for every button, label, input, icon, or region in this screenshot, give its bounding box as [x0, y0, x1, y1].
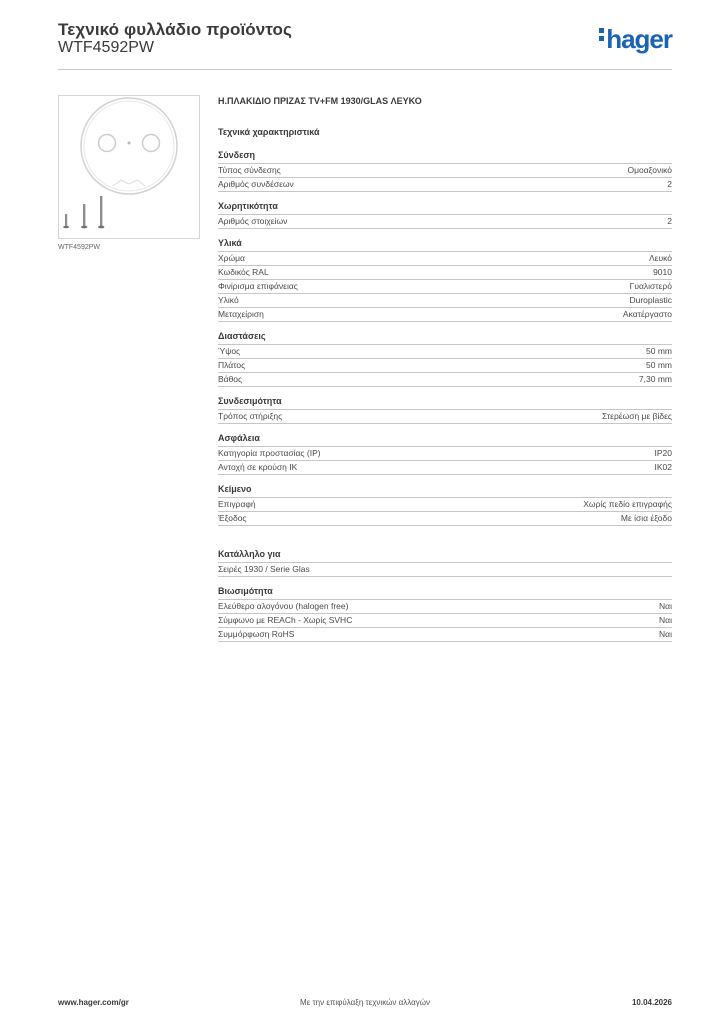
footer-url[interactable]: www.hager.com/gr: [58, 998, 129, 1007]
spec-label: Επιγραφή: [218, 499, 256, 509]
spec-label: Κωδικός RAL: [218, 267, 269, 277]
spec-label: Συμμόρφωση RoHS: [218, 629, 295, 639]
spec-value: Γυαλιστερό: [629, 281, 672, 291]
spec-value: Duroplastic: [629, 295, 672, 305]
group-title: Υλικά: [218, 238, 242, 248]
hager-logo: hager: [599, 26, 672, 52]
spec-label: Σειρές 1930 / Serie Glas: [218, 564, 310, 574]
spec-row: [218, 511, 672, 526]
spec-value: Ναι: [659, 601, 672, 611]
product-image: [58, 95, 200, 239]
spec-row: [218, 293, 672, 307]
spec-groups: [218, 150, 672, 526]
spec-value: Λευκό: [649, 253, 672, 263]
spec-row: [218, 497, 672, 511]
spec-row: [218, 460, 672, 475]
spec-label: Πλάτος: [218, 360, 246, 370]
suitable-for-section: [218, 549, 672, 577]
spec-row: [218, 372, 672, 387]
spec-row: [218, 265, 672, 279]
group-title: Χωρητικότητα: [218, 201, 278, 211]
footer-date: 10.04.2026: [631, 998, 672, 1007]
spec-row: [218, 613, 672, 627]
screw-icons: [63, 196, 104, 228]
spec-label: Αριθμός συνδέσεων: [218, 179, 294, 189]
spec-label: Τύπος σύνδεσης: [218, 165, 281, 175]
group-title: Κείμενο: [218, 484, 252, 494]
spec-value: Ναι: [659, 629, 672, 639]
page-footer: [58, 998, 672, 1010]
specs-title: Τεχνικά χαρακτηριστικά: [218, 127, 320, 137]
spec-row: [218, 562, 672, 577]
spec-label: Κατηγορία προστασίας (IP): [218, 448, 321, 458]
product-details: [218, 96, 672, 642]
group-title: Διαστάσεις: [218, 331, 266, 341]
spec-row: [218, 599, 672, 613]
spec-row: [218, 307, 672, 322]
group-title: Κατάλληλο για: [218, 549, 281, 559]
spec-value: 50 mm: [646, 346, 672, 356]
sustainability-section: [218, 586, 672, 642]
spec-label: Υλικό: [218, 295, 239, 305]
spec-value: Με ίσια έξοδο: [620, 513, 672, 523]
spec-row: [218, 163, 672, 177]
spec-label: Φινίρισμα επιφάνειας: [218, 281, 298, 291]
spec-label: Βάθος: [218, 374, 243, 384]
spec-value: 50 mm: [646, 360, 672, 370]
spec-row: [218, 358, 672, 372]
spec-group: [218, 433, 672, 475]
header-divider: [58, 69, 672, 70]
spec-group: [218, 396, 672, 424]
spec-row: [218, 251, 672, 265]
cover-plate-illustration: [59, 96, 199, 238]
spec-row: [218, 214, 672, 229]
spec-value: 2: [667, 216, 672, 226]
image-caption: WTF4592PW: [58, 244, 101, 251]
spec-label: Τρόπος στήριξης: [218, 411, 283, 421]
spec-row: [218, 446, 672, 460]
spec-row: [218, 627, 672, 642]
page-header: [58, 20, 672, 70]
group-title: Συνδεσιμότητα: [218, 396, 282, 406]
product-code: WTF4592PW: [58, 39, 155, 56]
spec-label: Ύψος: [218, 346, 241, 356]
spec-value: IK02: [654, 462, 672, 472]
spec-group: [218, 150, 672, 192]
group-title: Σύνδεση: [218, 150, 256, 160]
spec-value: Ομοαξονικό: [627, 165, 672, 175]
group-title: Βιωσιμότητα: [218, 586, 273, 596]
spec-label: Αριθμός στοιχείων: [218, 216, 288, 226]
spec-row: [218, 344, 672, 358]
document-title: Τεχνικό φυλλάδιο προϊόντος: [58, 20, 292, 39]
spec-value: 9010: [653, 267, 672, 277]
spec-group: [218, 331, 672, 387]
spec-row: [218, 177, 672, 192]
spec-group: [218, 238, 672, 322]
footer-note: Με την επιφύλαξη τεχνικών αλλαγών: [300, 998, 430, 1007]
product-name: Η.ΠΛΑΚΙΔΙΟ ΠΡΙΖΑΣ TV+FM 1930/GLAS ΛΕΥΚΟ: [218, 96, 422, 106]
group-title: Ασφάλεια: [218, 433, 260, 443]
spec-label: Έξοδος: [218, 513, 247, 523]
spec-row: [218, 279, 672, 293]
spec-value: 2: [667, 179, 672, 189]
spec-value: 7,30 mm: [638, 374, 672, 384]
spec-value: IP20: [654, 448, 672, 458]
spec-value: Στερέωση με βίδες: [601, 411, 672, 421]
spec-label: Αντοχή σε κρούση IK: [218, 462, 298, 472]
spec-group: [218, 484, 672, 526]
spec-value: Χωρίς πεδίο επιγραφής: [583, 499, 672, 509]
spec-label: Χρώμα: [218, 253, 245, 263]
spec-label: Σύμφωνο με REACh - Χωρίς SVHC: [218, 615, 353, 625]
spec-row: [218, 409, 672, 424]
spec-value: Ναι: [659, 615, 672, 625]
spec-group: [218, 201, 672, 229]
spec-label: Μεταχείριση: [218, 309, 264, 319]
spec-label: Ελεύθερο αλογόνου (halogen free): [218, 601, 349, 611]
spec-value: Ακατέργαστο: [622, 309, 672, 319]
